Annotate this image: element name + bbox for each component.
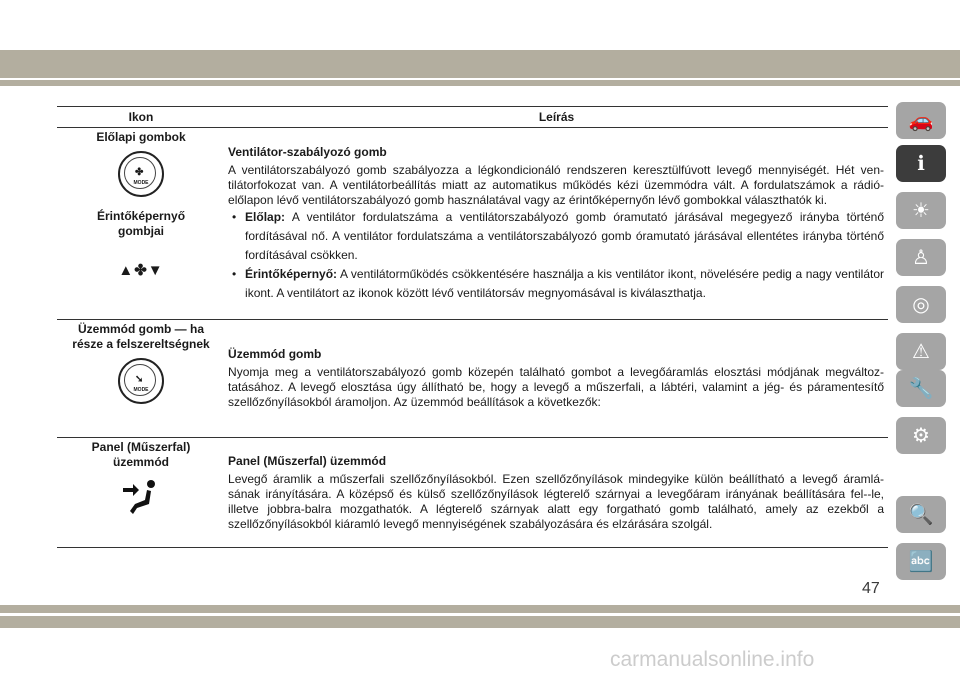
section-title: Üzemmód gomb xyxy=(228,347,322,361)
list-item: • Előlap: A ventilátor fordulatszáma a ventilátorszabályozó gomb óramutató járásával megegyező irányba történő fordításával nő. A ventilátor fordulatszáma a ventilátorszabályozó gomb óramutató járásával ellentétes irányba történő fordításával csökken. xyxy=(228,208,884,265)
table-row xyxy=(57,320,888,438)
hazard-icon[interactable]: ⚠ xyxy=(896,333,946,370)
index-icon[interactable]: 🔤 xyxy=(896,543,946,580)
fan-speed-icon: ▲✤▼ xyxy=(118,262,164,279)
section-text: Nyomja meg a ventilátorszabályozó gomb közepén található gombot a levegőáramlás elosztási módjának megváltoz-tatásához. A levegő elosztása úgy állítható be, hogy a levegő a műszerfali, a lábtéri, valamint a jég- és páramentesítő szellőzőnyílásokból áramoljon. Az üzemmód beállítások a következők: xyxy=(228,365,884,409)
column-header-icon: Ikon xyxy=(57,107,225,128)
mode-knob-icon: ➘ MODE xyxy=(118,358,164,404)
bullet-list xyxy=(228,208,884,303)
icon-cell xyxy=(57,128,225,320)
page-number: 47 xyxy=(862,580,880,597)
description-cell xyxy=(225,320,888,438)
icon-caption: Üzemmód gomb — ha része a felszereltségnek xyxy=(72,322,210,351)
icon-caption: Panel (Műszerfal) üzemmód xyxy=(91,440,191,469)
header-band xyxy=(0,50,960,78)
description-cell xyxy=(225,438,888,548)
table-row xyxy=(57,128,888,320)
table-header-row xyxy=(57,107,888,128)
icon-caption: Előlapi gombok xyxy=(96,130,186,144)
watermark: carmanualsonline.info xyxy=(610,648,815,671)
icon-caption: Érintőképernyő gombjai xyxy=(97,209,186,238)
settings-list-icon[interactable]: ⚙ xyxy=(896,417,946,454)
list-item: • Érintőképernyő: A ventilátorműködés csökkentésére használja a kis ventilátor ikont, növelésére pedig a nagy ventilátor ikont. A ventilátort az ikonok között lévő ventilátorsáv megnyomásával is kiválaszthatja. xyxy=(228,265,884,303)
footer-band-thick xyxy=(0,616,960,628)
warning-lights-icon[interactable]: ☀ xyxy=(896,192,946,229)
service-icon[interactable]: 🔧 xyxy=(896,370,946,407)
steering-icon[interactable]: ◎ xyxy=(896,286,946,323)
footer-band xyxy=(0,605,960,613)
section-title: Ventilátor-szabályozó gomb xyxy=(228,144,387,159)
car-search-icon[interactable]: 🚗 xyxy=(896,102,946,139)
info-table xyxy=(57,106,888,548)
car-info-icon[interactable]: ℹ xyxy=(896,145,946,182)
section-text: Levegő áramlik a műszerfali szellőzőnyílásokból. Ezen szellőzőnyílások mindegyike külön beállítható a levegő áramlá-sának irányítására. A középső és külső szellőzőnyílások légterelő szárnyai a levegőáram irányának beállítására fel--le, illetve jobbra-balra mozgathatók. A légterelő szárnyak alatt egy forgatható gomb található, amely az ezekből a szellőzőnyílásokból kiáramló levegő mennyiségének szabályozására és elzárására szolgál. xyxy=(228,471,884,531)
column-header-description: Leírás xyxy=(225,107,888,128)
icon-cell xyxy=(57,320,225,438)
search-icon[interactable]: 🔍 xyxy=(896,496,946,533)
description-cell xyxy=(225,128,888,320)
fan-knob-icon: ✤ MODE xyxy=(118,151,164,197)
table-row xyxy=(57,438,888,548)
airbag-icon[interactable]: ♙ xyxy=(896,239,946,276)
section-title: Panel (Műszerfal) üzemmód xyxy=(228,453,387,468)
header-band-thin xyxy=(0,80,960,86)
section-text: A ventilátorszabályozó gomb szabályozza a légkondicionáló rendszeren keresztülfúvott levegő mennyiségét. Hét ven-tilátorfokozat van. A ventilátorbeállítás miatt az automatikus működés kézi üzemmódra vált. A fordulatszámok a rádió-előlapon lévő ventilátorszabályozó gomb használatával vagy az érintőképernyőn lévő gombokkal választhatók ki. xyxy=(228,162,884,207)
icon-cell xyxy=(57,438,225,548)
panel-mode-icon xyxy=(121,478,161,516)
